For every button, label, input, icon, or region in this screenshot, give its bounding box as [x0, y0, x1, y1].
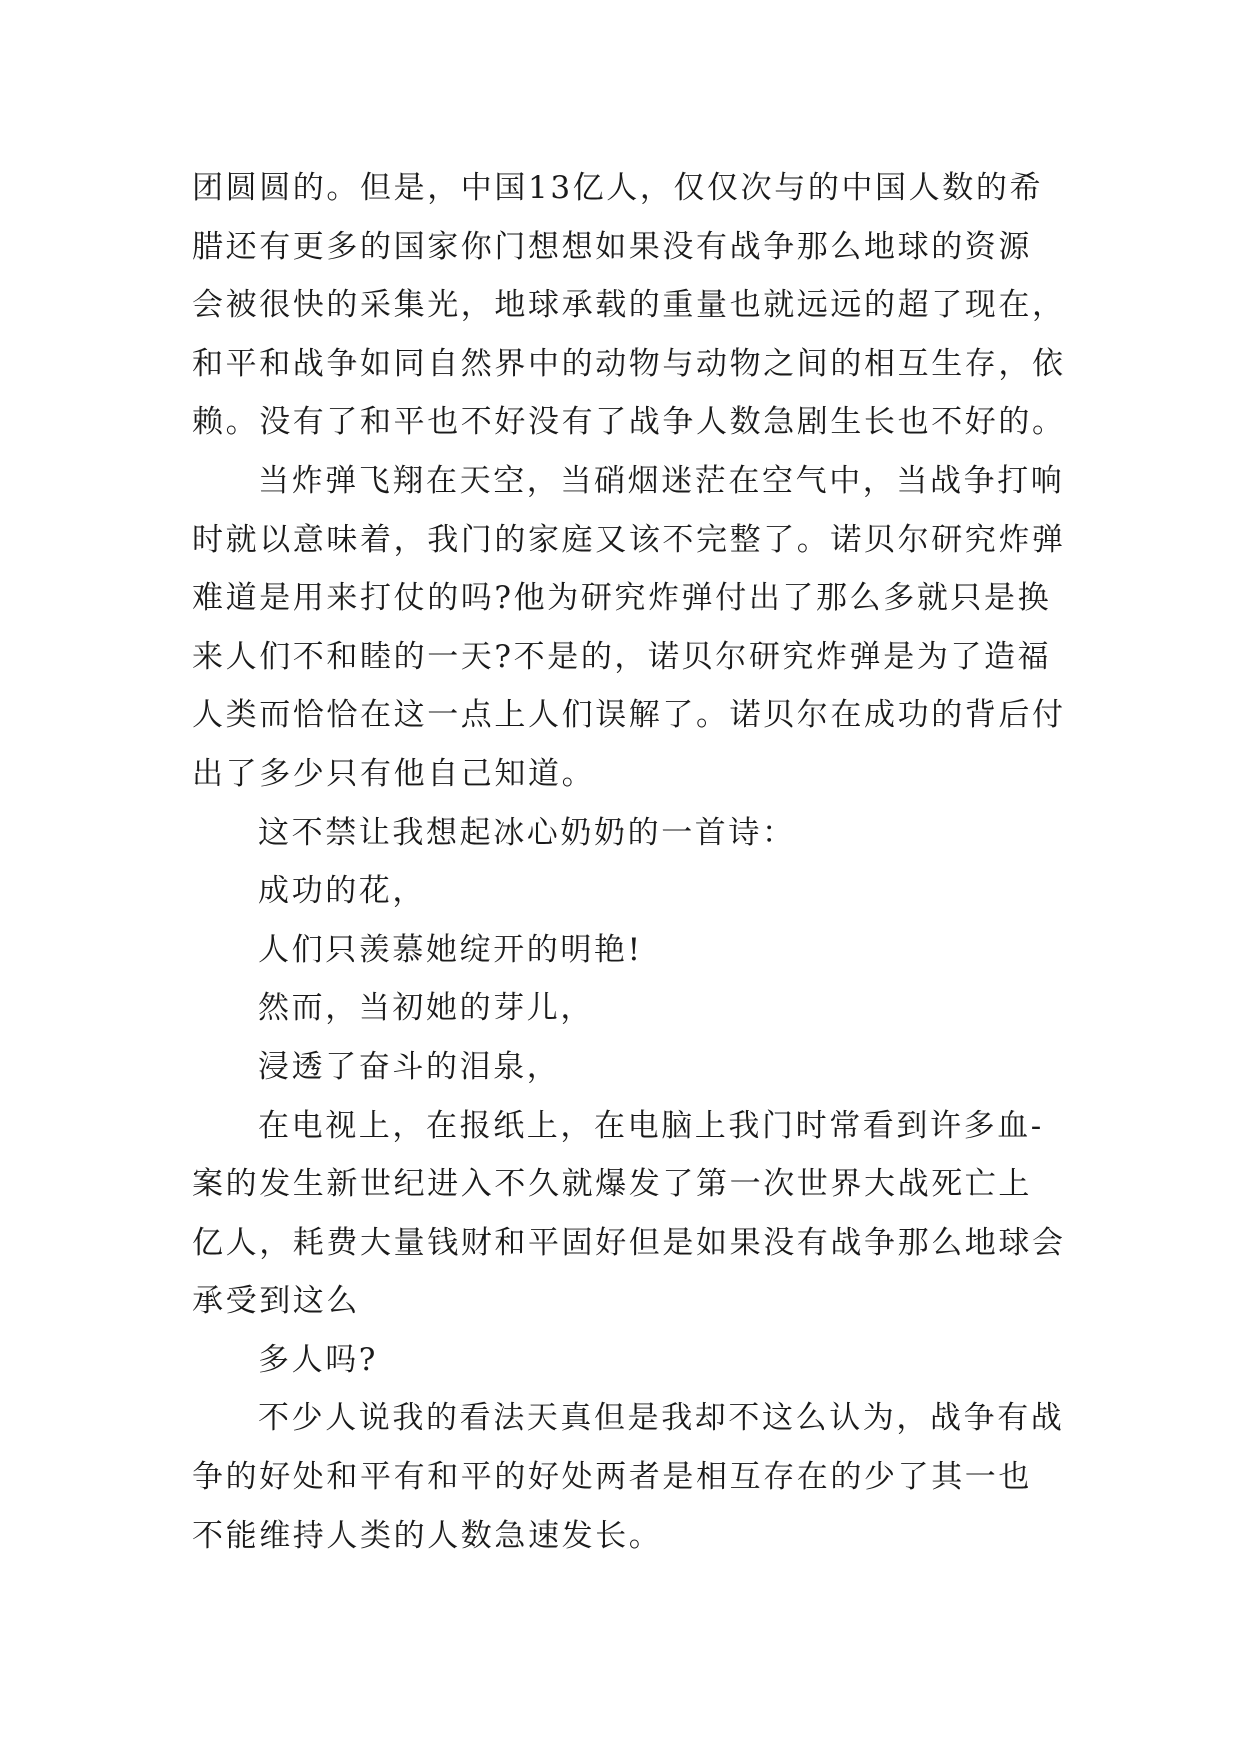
- text-line: 人们只羡慕她绽开的明艳!: [258, 931, 643, 968]
- text-line: 成功的花，: [258, 873, 426, 910]
- text-line: 当炸弹飞翔在天空，当硝烟迷茫在空气中，当战争打响: [258, 462, 1065, 499]
- document-body-text: [192, 159, 1072, 1565]
- text-line: 承受到这么: [192, 1283, 360, 1320]
- text-line: 不能维持人类的人数急速发长。: [192, 1517, 663, 1554]
- text-line: 这不禁让我想起冰心奶奶的一首诗：: [258, 814, 796, 851]
- text-line: 然而，当初她的芽儿，: [258, 990, 594, 1027]
- text-line: 团圆圆的。但是，中国13亿人，仅仅次与的中国人数的希: [192, 170, 1044, 206]
- text-line: 时就以意味着，我门的家庭又该不完整了。诺贝尔研究炸弹: [192, 521, 1066, 558]
- text-line: 人类而恰恰在这一点上人们误解了。诺贝尔在成功的背后付: [192, 697, 1066, 734]
- text-line: 不少人说我的看法天真但是我却不这么认为，战争有战: [258, 1400, 1065, 1437]
- text-line: 赖。没有了和平也不好没有了战争人数急剧生长也不好的。: [192, 404, 1066, 441]
- text-line: 争的好处和平有和平的好处两者是相互存在的少了其一也: [192, 1459, 1032, 1496]
- text-line: 亿人，耗费大量钱财和平固好但是如果没有战争那么地球会: [192, 1224, 1066, 1261]
- text-line: 多人吗?: [258, 1341, 379, 1378]
- text-line: 来人们不和睦的一天?不是的，诺贝尔研究炸弹是为了造福: [192, 638, 1052, 675]
- text-line: 浸透了奋斗的泪泉，: [258, 1048, 561, 1085]
- text-line: 腊还有更多的国家你门想想如果没有战争那么地球的资源: [192, 228, 1032, 265]
- text-line: 难道是用来打仗的吗?他为研究炸弹付出了那么多就只是换: [192, 580, 1052, 617]
- text-line: 案的发生新世纪进入不久就爆发了第一次世界大战死亡上: [192, 1166, 1032, 1203]
- text-line: 和平和战争如同自然界中的动物与动物之间的相互生存，依: [192, 345, 1066, 382]
- text-line: 在电视上，在报纸上，在电脑上我门时常看到许多血-: [258, 1107, 1044, 1144]
- text-line: 会被很快的采集光，地球承载的重量也就远远的超了现在，: [192, 287, 1066, 324]
- text-line: 出了多少只有他自己知道。: [192, 755, 596, 792]
